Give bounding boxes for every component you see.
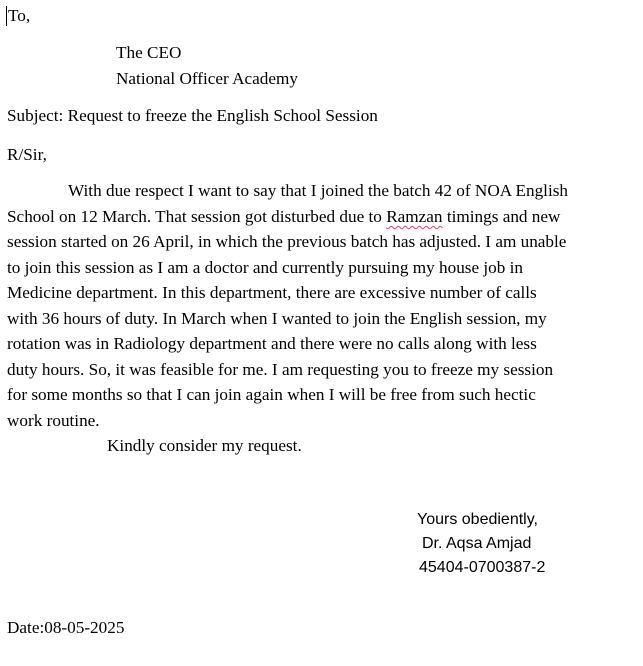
body-line: rotation was in Radiology department and there were no calls along with less (7, 334, 537, 353)
text-cursor (6, 6, 7, 26)
signature-closing: Yours obediently, (417, 511, 538, 528)
letter-date: Date:08-05-2025 (7, 618, 125, 637)
signature-name: Dr. Aqsa Amjad (422, 535, 532, 552)
spellcheck-flagged-word[interactable]: Ramzan (386, 207, 443, 226)
body-line: to join this session as I am a doctor and currently pursuing my house job in (7, 258, 524, 277)
body-line: Medicine department. In this department, there are excessive number of calls (7, 283, 537, 302)
body-line (7, 204, 560, 230)
body-line: work routine. (7, 411, 100, 430)
body-line: for some months so that I can join again when I will be free from such hectic (7, 385, 536, 404)
recipient-title: The CEO (116, 43, 182, 62)
closing-request: Kindly consider my request. (107, 436, 302, 455)
signature-id-number: 45404-0700387-2 (419, 559, 546, 576)
body-line: duty hours. So, it was feasible for me. I am requesting you to freeze my session (7, 360, 554, 379)
greeting: R/Sir, (7, 145, 47, 164)
body-text: timings and new (442, 207, 561, 226)
recipient-organization: National Officer Academy (116, 69, 298, 88)
body-line: with 36 hours of duty. In March when I wanted to join the English session, my (7, 309, 547, 328)
body-line: session started on 26 April, in which the previous batch has adjusted. I am unable (7, 232, 567, 251)
salutation-to: To, (8, 6, 31, 25)
body-text: School on 12 March. That session got disturbed due to (7, 207, 387, 226)
subject-line: Subject: Request to freeze the English School Session (7, 106, 378, 125)
body-line: With due respect I want to say that I joined the batch 42 of NOA English (68, 181, 569, 200)
